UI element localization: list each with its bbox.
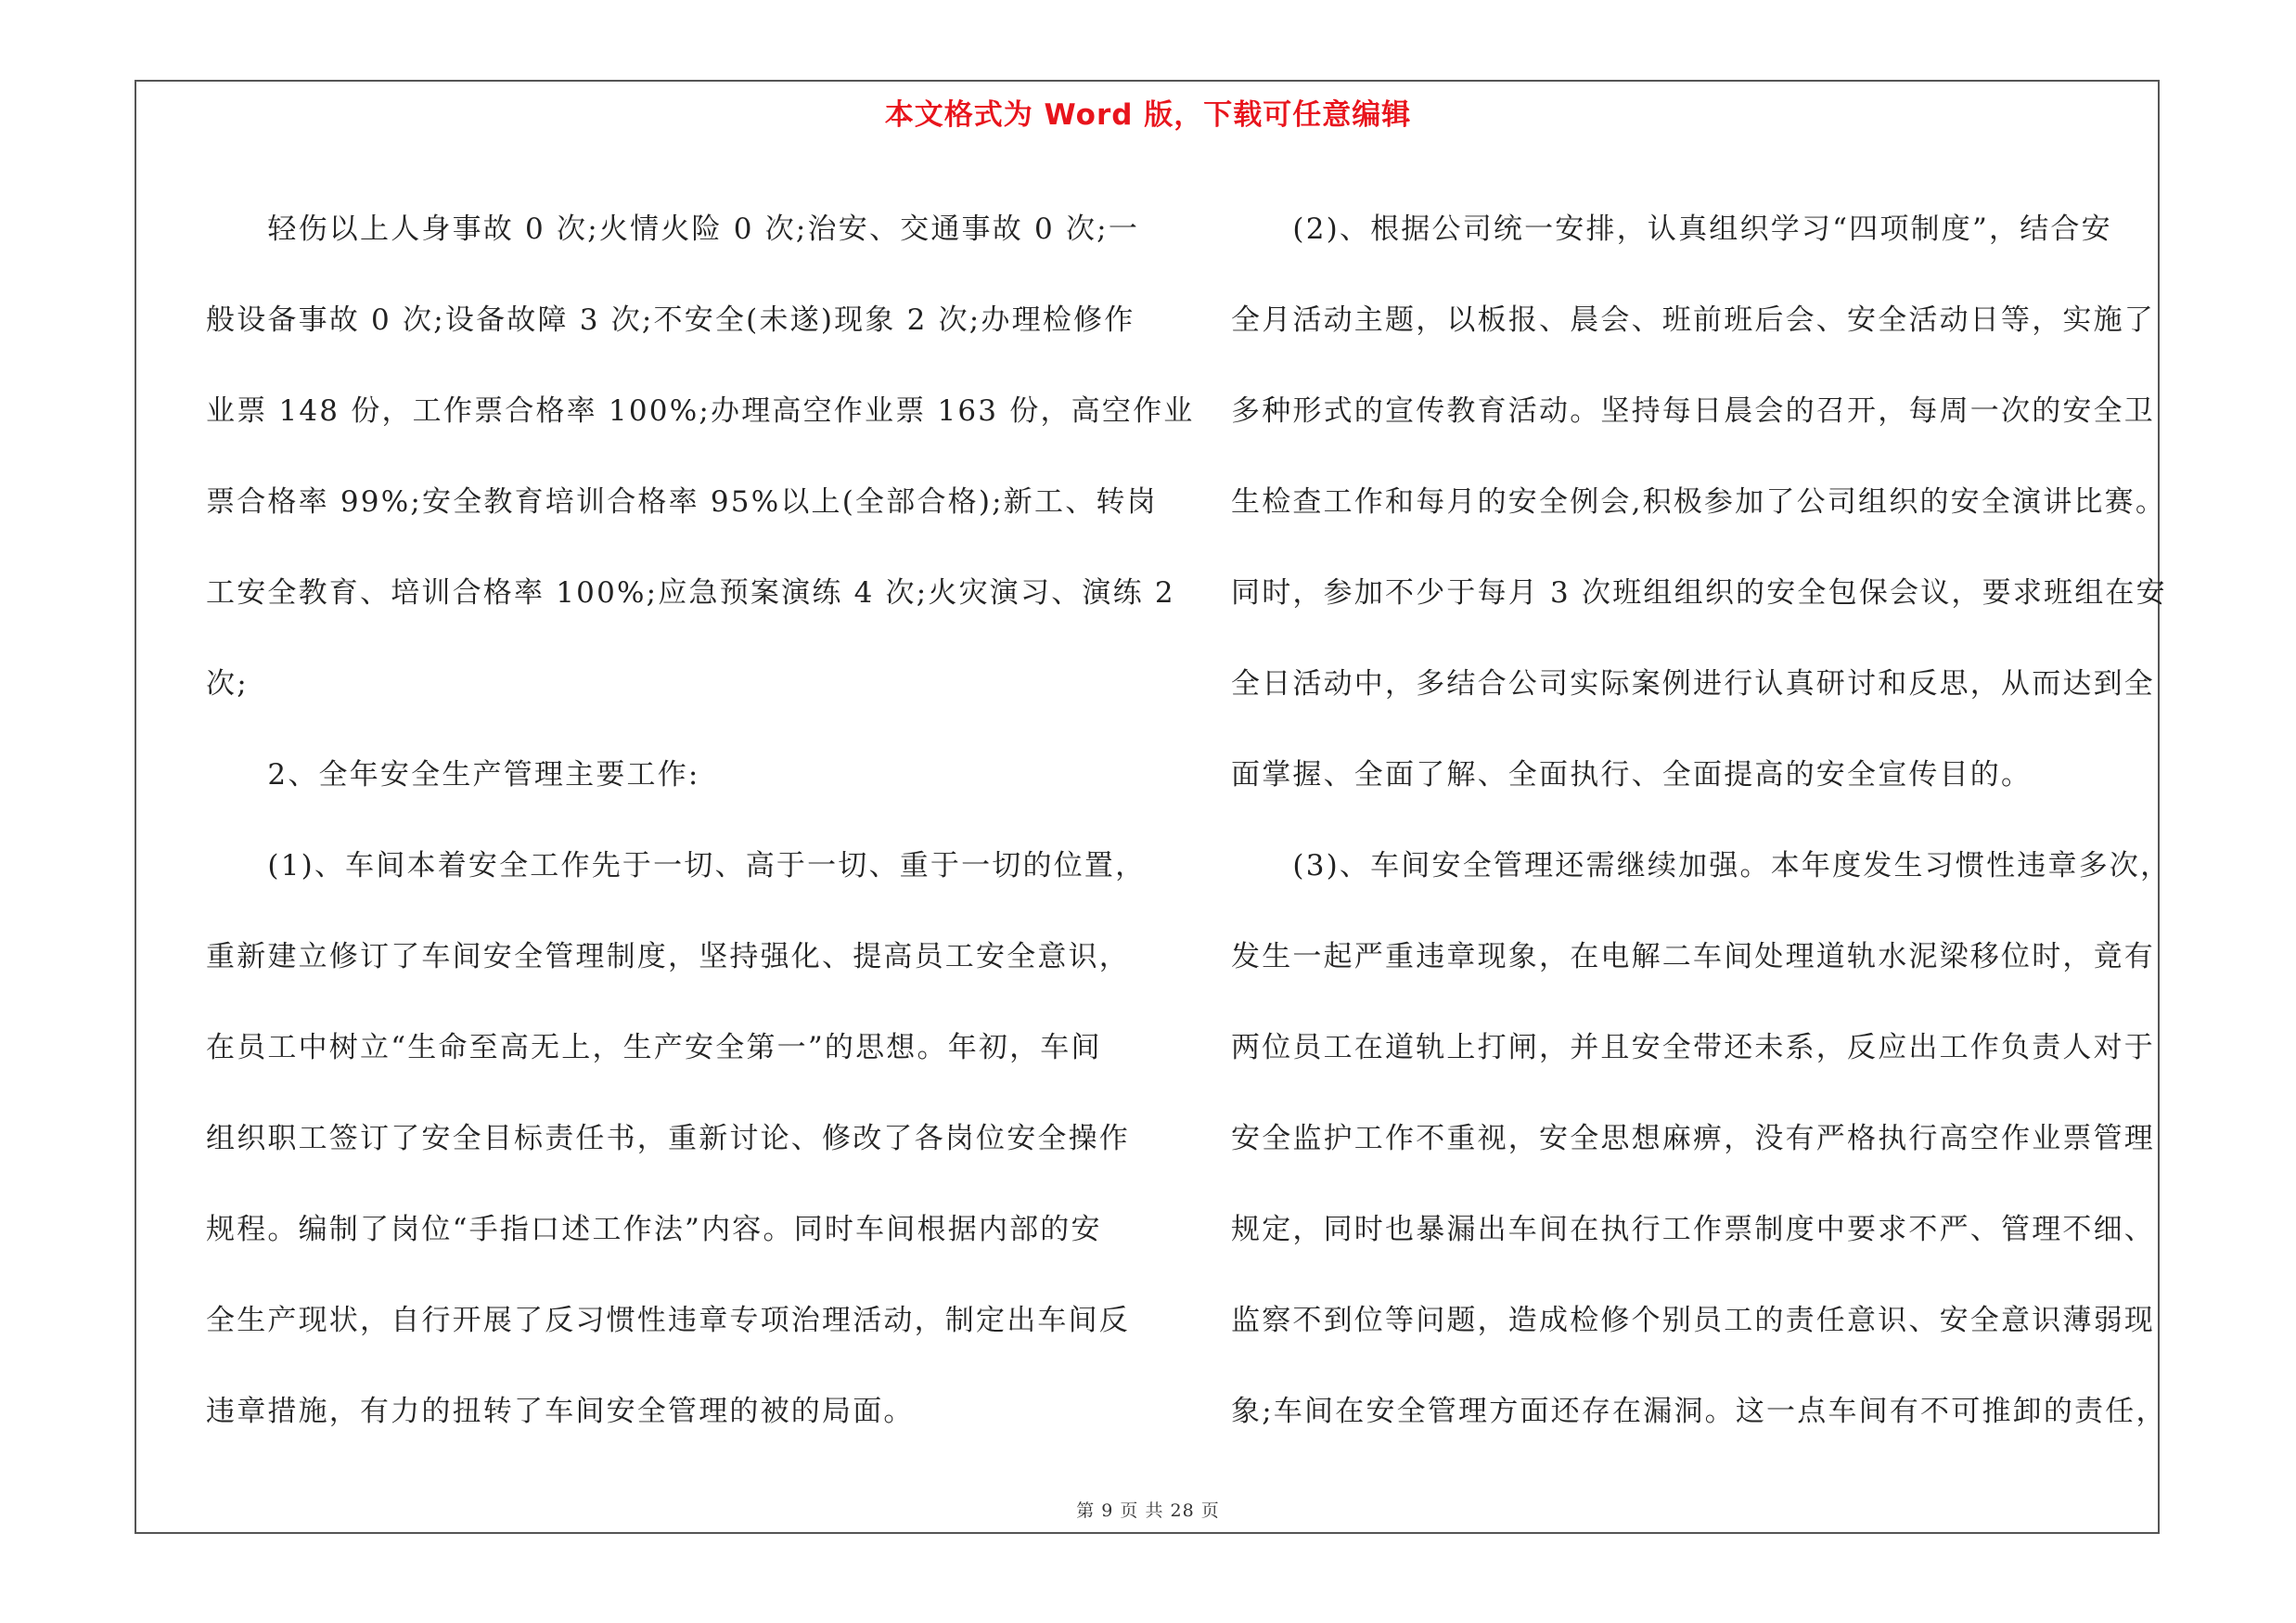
text-line: 全生产现状，自行开展了反习惯性违章专项治理活动，制定出车间反 [206,1304,1130,1337]
text-line: 同时，参加不少于每月 3 次班组组织的安全包保会议，要求班组在安 [1231,576,2167,610]
right-column-text [1231,184,2172,1457]
text-line: 监察不到位等问题，造成检修个别员工的责任意识、安全意识薄弱现 [1231,1304,2155,1337]
left-column-text [206,184,1195,1457]
text-line: 在员工中树立“生命至高无上，生产安全第一”的思想。年初，车间 [206,1031,1102,1064]
left-text-column [206,184,1195,1457]
text-line: 规程。编制了岗位“手指口述工作法”内容。同时车间根据内部的安 [206,1213,1102,1246]
text-line: 象;车间在安全管理方面还存在漏洞。这一点车间有不可推卸的责任， [1231,1395,2167,1428]
text-line: 两位员工在道轨上打闸，并且安全带还未系，反应出工作负责人对于 [1231,1031,2155,1064]
text-line: 发生一起严重违章现象，在电解二车间处理道轨水泥梁移位时，竟有 [1231,940,2155,973]
text-line: 次; [206,667,249,701]
text-line: 全日活动中，多结合公司实际案例进行认真研讨和反思，从而达到全 [1231,667,2155,701]
text-line: 票合格率 99%;安全教育培训合格率 95%以上(全部合格);新工、转岗 [206,485,1158,519]
page-number-footer: 第 9 页 共 28 页 [1076,1501,1220,1521]
section-heading: 2、全年安全生产管理主要工作: [206,758,700,792]
text-line: 轻伤以上人身事故 0 次;火情火险 0 次;治安、交通事故 0 次;一 [206,213,1140,246]
text-line: 全月活动主题，以板报、晨会、班前班后会、安全活动日等，实施了 [1231,303,2155,337]
text-line: 重新建立修订了车间安全管理制度，坚持强化、提高员工安全意识， [206,940,1130,973]
text-line: (2)、根据公司统一安排，认真组织学习“四项制度”，结合安 [1231,213,2112,246]
format-notice-banner: 本文格式为 Word 版，下载可任意编辑 [884,98,1412,132]
text-line: 安全监护工作不重视，安全思想麻痹，没有严格执行高空作业票管理 [1231,1122,2155,1155]
text-line: 般设备事故 0 次;设备故障 3 次;不安全(未遂)现象 2 次;办理检修作 [206,303,1135,337]
text-line: 组织职工签订了安全目标责任书，重新讨论、修改了各岗位安全操作 [206,1122,1130,1155]
text-line: 多种形式的宣传教育活动。坚持每日晨会的召开，每周一次的安全卫 [1231,394,2155,428]
text-line: 业票 148 份，工作票合格率 100%;办理高空作业票 163 份，高空作业 [206,394,1195,428]
text-line: 面掌握、全面了解、全面执行、全面提高的安全宣传目的。 [1231,758,2033,792]
text-line: (3)、车间安全管理还需继续加强。本年度发生习惯性违章多次， [1231,849,2172,882]
text-line: (1)、车间本着安全工作先于一切、高于一切、重于一切的位置， [206,849,1147,882]
text-line: 工安全教育、培训合格率 100%;应急预案演练 4 次;火灾演习、演练 2 [206,576,1175,610]
text-line: 规定，同时也暴漏出车间在执行工作票制度中要求不严、管理不细、 [1231,1213,2155,1246]
right-text-column [1231,184,2172,1457]
text-line: 生检查工作和每月的安全例会,积极参加了公司组织的安全演讲比赛。 [1231,485,2167,519]
text-line: 违章措施，有力的扭转了车间安全管理的被的局面。 [206,1395,915,1428]
